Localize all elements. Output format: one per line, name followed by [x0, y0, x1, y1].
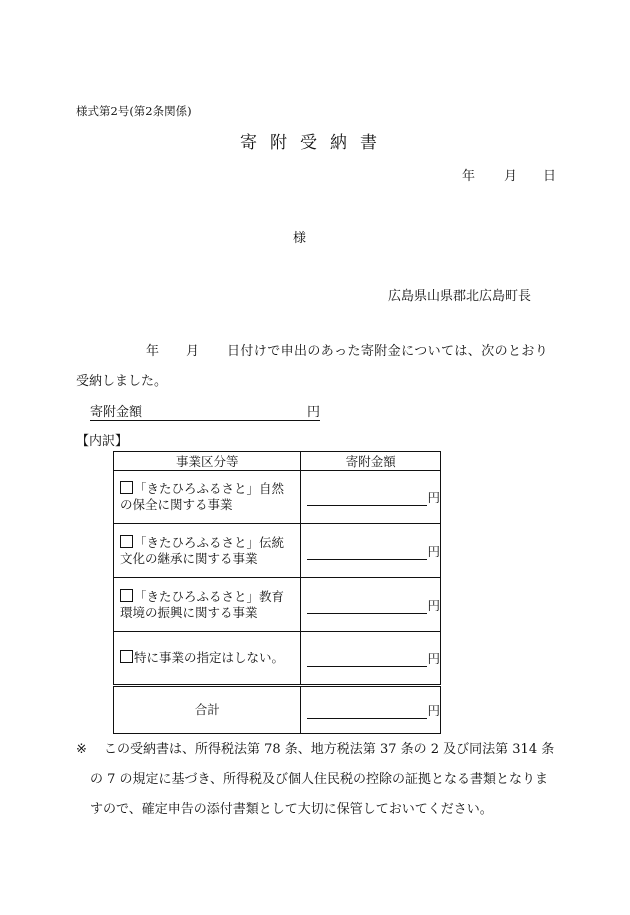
donation-amount-label: 寄附金額 [90, 405, 143, 420]
amount-cell [301, 471, 441, 524]
total-amount-unit: 円 [427, 703, 440, 718]
breakdown-heading: 【内訳】 [76, 434, 129, 449]
category-label: 「きたひろふるさと」教育環境の振興に関する事業 [120, 588, 285, 620]
checkbox[interactable] [120, 589, 133, 602]
recipient-honorific: 様 [293, 231, 307, 246]
category-label: 「きたひろふるさと」伝統文化の継承に関する事業 [120, 534, 285, 566]
total-amount-field[interactable] [307, 705, 427, 719]
document-title: 寄附受納書 [240, 133, 390, 153]
amount-field[interactable] [307, 492, 427, 506]
total-row [114, 686, 441, 734]
amount-cell [301, 632, 441, 686]
body-month-label: 月 [186, 344, 200, 359]
body-text-line1: 日付けで申出のあった寄附金については、次のとおり [227, 344, 549, 359]
checkbox[interactable] [120, 535, 133, 548]
table-row [114, 632, 441, 686]
donation-amount-unit: 円 [307, 405, 321, 420]
donation-amount-field[interactable] [142, 406, 307, 421]
column-header-category: 事業区分等 [114, 452, 301, 471]
amount-unit: 円 [427, 543, 440, 559]
issuer-name: 広島県山県郡北広島町長 [388, 289, 532, 304]
donation-amount-line [90, 401, 320, 421]
table-row [114, 524, 441, 578]
category-label: 「きたひろふるさと」自然の保全に関する事業 [120, 481, 285, 512]
form-number: 様式第2号(第2条関係) [76, 104, 192, 118]
amount-unit: 円 [427, 597, 440, 613]
amount-unit: 円 [427, 651, 440, 666]
body-year-label: 年 [146, 344, 160, 359]
amount-field[interactable] [307, 600, 427, 614]
category-label: 特に事業の指定はしない。 [134, 650, 285, 665]
reference-mark: ※ [76, 742, 87, 757]
category-cell [114, 471, 301, 524]
body-text-line2: 受納しました。 [76, 374, 168, 389]
category-cell [114, 524, 301, 578]
checkbox[interactable] [120, 481, 133, 494]
column-header-amount: 寄附金額 [301, 452, 441, 471]
footnote-text: この受納書は、所得税法第 78 条、地方税法第 37 条の 2 及び同法第 314 条の 7 の規定に基づき、所得税及び個人住民税の控除の証拠となる書類となりますので、確定申告の添付書類として大切に保管しておいてください。 [90, 742, 555, 817]
category-cell [114, 578, 301, 632]
footnote [76, 735, 556, 825]
checkbox[interactable] [120, 650, 133, 663]
total-label: 合計 [114, 686, 301, 734]
category-cell [114, 632, 301, 686]
date-day-label: 日 [543, 169, 557, 184]
amount-cell [301, 578, 441, 632]
amount-field[interactable] [307, 653, 427, 667]
table-row [114, 578, 441, 632]
amount-cell [301, 524, 441, 578]
date-month-label: 月 [504, 169, 518, 184]
table-row [114, 471, 441, 524]
total-amount-cell [301, 686, 441, 734]
amount-field[interactable] [307, 546, 427, 560]
date-year-label: 年 [462, 169, 476, 184]
amount-unit: 円 [427, 490, 440, 505]
breakdown-table [113, 451, 441, 734]
